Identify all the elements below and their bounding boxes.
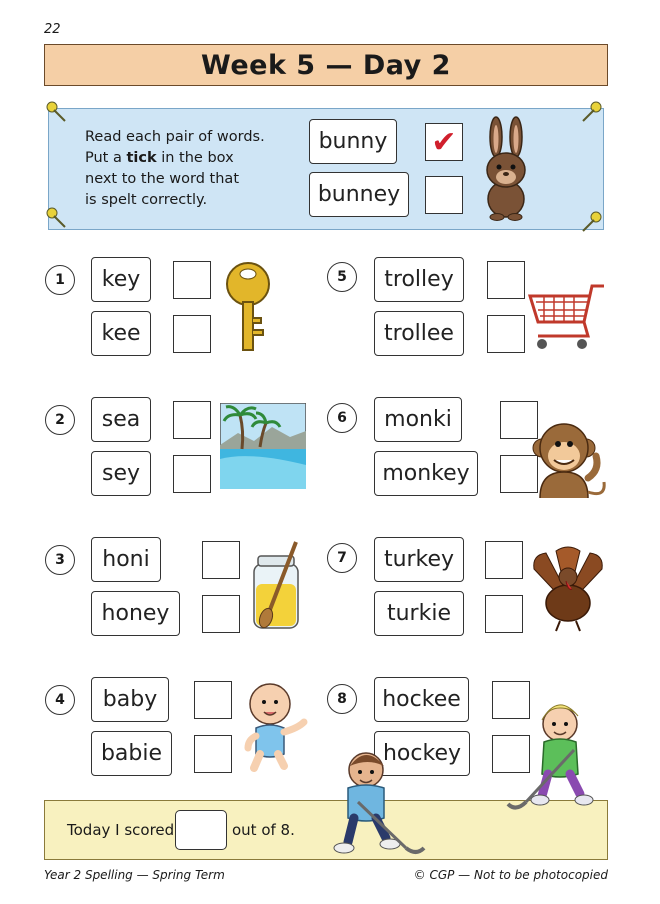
- tick-box[interactable]: [202, 541, 240, 579]
- word-option: trollee: [374, 311, 464, 356]
- key-icon: [220, 260, 280, 355]
- pin-icon: [43, 205, 69, 231]
- baby-icon: [244, 680, 308, 774]
- footer-left: Year 2 Spelling — Spring Term: [44, 868, 225, 882]
- rabbit-icon: [477, 115, 535, 221]
- monkey-icon: [530, 418, 610, 498]
- tick-box[interactable]: [487, 315, 525, 353]
- word-option: monkey: [374, 451, 478, 496]
- question-number: 4: [45, 685, 75, 715]
- word-option: kee: [91, 311, 151, 356]
- example-word-box: bunney: [309, 172, 409, 217]
- word-option: monki: [374, 397, 462, 442]
- word-option: babie: [91, 731, 172, 776]
- question-number: 2: [45, 405, 75, 435]
- honey-jar-icon: [248, 540, 306, 632]
- tick-box[interactable]: [194, 681, 232, 719]
- turkey-icon: [528, 545, 608, 633]
- pin-icon: [579, 99, 605, 125]
- page-number: 22: [44, 22, 61, 37]
- tick-box[interactable]: [485, 595, 523, 633]
- word-option: honey: [91, 591, 180, 636]
- score-input-box[interactable]: [175, 810, 227, 850]
- pin-icon: [43, 99, 69, 125]
- score-suffix: out of 8.: [232, 821, 295, 839]
- word-option: baby: [91, 677, 169, 722]
- question-number: 7: [327, 543, 357, 573]
- instructions-text: Read each pair of words. Put a tick in the box next to the word that is spelt correctly.: [85, 129, 265, 208]
- example-tick-box: ✔: [425, 123, 463, 161]
- question-number: 5: [327, 262, 357, 292]
- word-option: turkey: [374, 537, 464, 582]
- question-number: 6: [327, 403, 357, 433]
- word-option: turkie: [374, 591, 464, 636]
- word-option: hockey: [374, 731, 470, 776]
- instructions-panel: [48, 108, 604, 230]
- tick-box[interactable]: [485, 541, 523, 579]
- example-word-box: bunny: [309, 119, 397, 164]
- word-option: sea: [91, 397, 151, 442]
- score-label: Today I scored: [67, 821, 175, 839]
- footer-right: © CGP — Not to be photocopied: [413, 868, 608, 882]
- word-option: hockee: [374, 677, 469, 722]
- word-option: honi: [91, 537, 161, 582]
- tick-box[interactable]: [173, 261, 211, 299]
- trolley-icon: [528, 282, 608, 352]
- tick-box[interactable]: [173, 401, 211, 439]
- tick-box[interactable]: [487, 261, 525, 299]
- pin-icon: [579, 209, 605, 235]
- question-number: 1: [45, 265, 75, 295]
- question-number: 3: [45, 545, 75, 575]
- beach-picture: [220, 403, 306, 489]
- tick-box[interactable]: [173, 455, 211, 493]
- hockey-children-picture: [318, 690, 614, 862]
- tick-box[interactable]: [173, 315, 211, 353]
- word-option: sey: [91, 451, 151, 496]
- tick-box[interactable]: [202, 595, 240, 633]
- word-option: key: [91, 257, 151, 302]
- page-title: Week 5 — Day 2: [44, 44, 608, 86]
- example-empty-box: [425, 176, 463, 214]
- tick-box[interactable]: [194, 735, 232, 773]
- word-option: trolley: [374, 257, 464, 302]
- question-number: 8: [327, 684, 357, 714]
